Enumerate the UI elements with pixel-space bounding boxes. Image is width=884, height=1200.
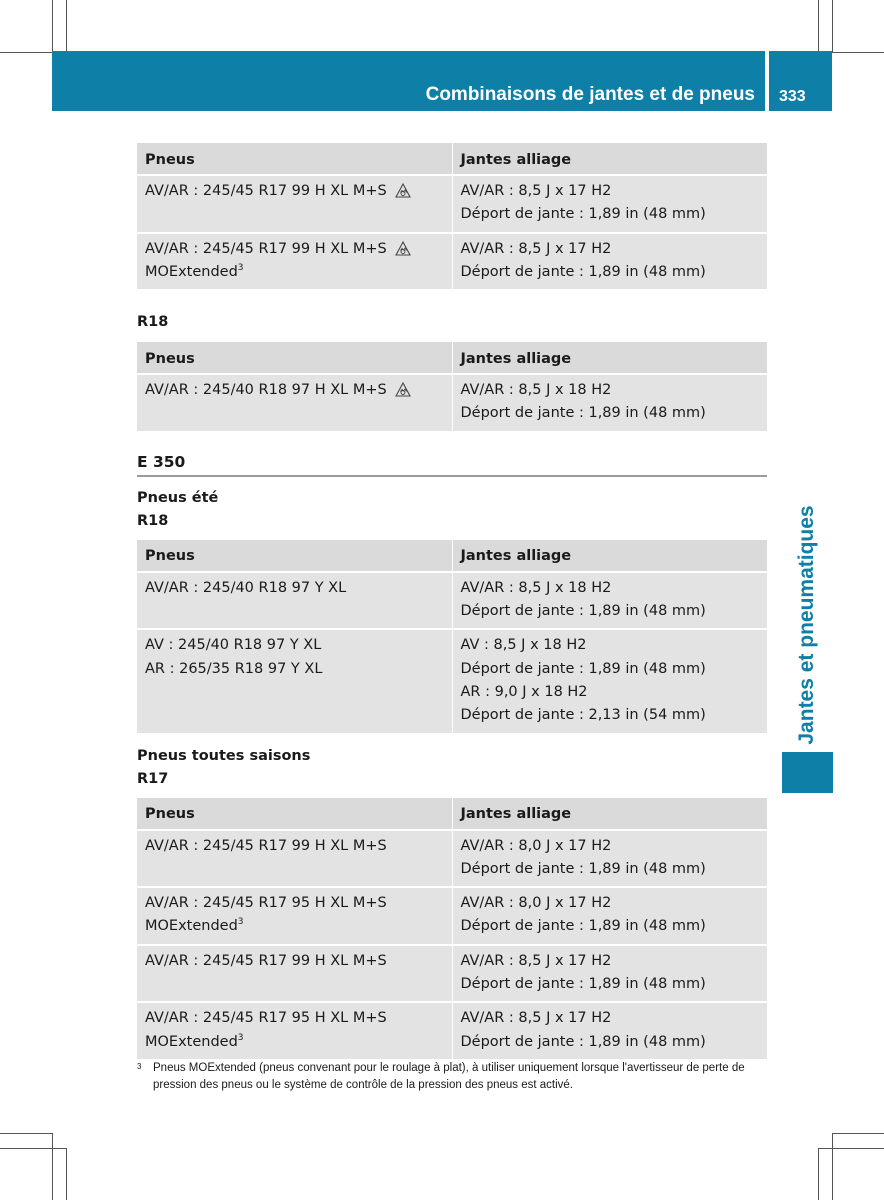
rim-spec: AV/AR : 8,5 J x 17 H2: [460, 952, 612, 969]
rim-spec: AV/AR : 8,5 J x 17 H2: [460, 240, 612, 257]
table-header-row: [137, 540, 767, 572]
tire-note: MOExtended: [145, 918, 238, 935]
crop-mark: [832, 0, 833, 52]
rim-spec: AV/AR : 8,5 J x 18 H2: [460, 579, 612, 596]
footnote-marker: 3: [137, 1062, 142, 1071]
table-row: [137, 233, 767, 291]
table-header-row: [137, 342, 767, 374]
tire-cell: [137, 830, 452, 888]
crop-mark: [0, 1133, 52, 1134]
column-header-tires: Pneus: [137, 540, 452, 572]
column-header-rims: Jantes alliage: [452, 798, 767, 830]
tire-spec: AV/AR : 245/45 R17 95 H XL M+S: [145, 1010, 387, 1027]
rim-spec: AV/AR : 8,5 J x 17 H2: [460, 1010, 612, 1027]
chapter-tab-marker: [782, 752, 833, 793]
rim-offset: Déport de jante : 1,89 in (48 mm): [460, 263, 706, 280]
crop-mark: [66, 0, 67, 52]
rim-cell: [452, 629, 767, 733]
column-header-rims: Jantes alliage: [452, 342, 767, 374]
chapter-label: Jantes et pneumatiques: [795, 505, 818, 745]
rim-spec-front: AV : 8,5 J x 18 H2: [460, 637, 587, 654]
page-number: 333: [779, 88, 806, 105]
crop-mark: [52, 1133, 53, 1200]
crop-mark: [66, 1148, 67, 1200]
rim-offset: Déport de jante : 1,89 in (48 mm): [460, 976, 706, 993]
crop-mark: [832, 52, 884, 53]
size-label: R18: [137, 512, 169, 529]
rim-offset: Déport de jante : 1,89 in (48 mm): [460, 860, 706, 877]
rim-spec: AV/AR : 8,5 J x 18 H2: [460, 382, 612, 399]
tire-note: MOExtended: [145, 1033, 238, 1050]
table-row: [137, 945, 767, 1003]
rim-cell: [452, 1002, 767, 1060]
table-row: [137, 1002, 767, 1060]
tire-spec: AV/AR : 245/45 R17 99 H XL M+S: [145, 183, 387, 199]
tire-spec: AV/AR : 245/40 R18 97 Y XL: [145, 579, 347, 596]
table-header-row: [137, 798, 767, 830]
rim-offset: Déport de jante : 1,89 in (48 mm): [460, 918, 706, 935]
rim-cell: [452, 572, 767, 630]
rim-offset-rear: Déport de jante : 2,13 in (54 mm): [460, 707, 706, 724]
tire-rim-table-e350-summer: [137, 540, 767, 735]
rim-cell: [452, 830, 767, 888]
size-label: R18: [137, 314, 169, 331]
table-header-row: [137, 143, 767, 175]
tire-rim-table-r18: [137, 342, 767, 433]
rim-cell: [452, 887, 767, 945]
column-header-tires: Pneus: [137, 143, 452, 175]
section-heading-e350: E 350: [137, 453, 767, 477]
tire-cell: [137, 945, 452, 1003]
tire-cell: [137, 887, 452, 945]
crop-mark: [52, 0, 53, 52]
mountain-snowflake-icon: [395, 381, 411, 397]
rim-cell: [452, 233, 767, 291]
table-row: [137, 887, 767, 945]
rim-spec: AV/AR : 8,0 J x 17 H2: [460, 895, 612, 912]
footnote-ref[interactable]: 3: [237, 1032, 244, 1043]
rim-offset: Déport de jante : 1,89 in (48 mm): [460, 405, 706, 422]
crop-mark: [818, 1148, 819, 1200]
tire-spec: AV/AR : 245/45 R17 99 H XL M+S: [145, 240, 387, 257]
rim-offset: Déport de jante : 1,89 in (48 mm): [460, 206, 706, 223]
main-content: [137, 143, 767, 1061]
footnote-ref[interactable]: 3: [237, 262, 244, 273]
rim-offset: Déport de jante : 1,89 in (48 mm): [460, 1033, 706, 1050]
footnote-ref[interactable]: 3: [237, 917, 244, 928]
column-header-rims: Jantes alliage: [452, 540, 767, 572]
column-header-tires: Pneus: [137, 798, 452, 830]
tire-cell: [137, 374, 452, 432]
column-header-rims: Jantes alliage: [452, 143, 767, 175]
crop-mark: [0, 52, 52, 53]
rim-cell: [452, 945, 767, 1003]
crop-mark: [832, 1133, 833, 1200]
column-header-tires: Pneus: [137, 342, 452, 374]
rim-offset: Déport de jante : 1,89 in (48 mm): [460, 603, 706, 620]
tire-season-label: Pneus été: [137, 489, 219, 506]
rim-offset-front: Déport de jante : 1,89 in (48 mm): [460, 660, 706, 677]
tire-spec: AV/AR : 245/45 R17 99 H XL M+S: [145, 952, 387, 969]
crop-mark: [0, 1148, 66, 1149]
tire-cell: [137, 572, 452, 630]
tire-spec: AV/AR : 245/45 R17 95 H XL M+S: [145, 895, 387, 912]
tire-season-label: Pneus toutes saisons: [137, 747, 311, 764]
tire-cell: [137, 175, 452, 233]
mountain-snowflake-icon: [395, 240, 411, 256]
tire-spec: AV/AR : 245/40 R18 97 H XL M+S: [145, 382, 387, 399]
crop-mark: [818, 0, 819, 52]
tire-rim-table-r17: [137, 143, 767, 291]
crop-mark: [832, 1133, 884, 1134]
table-row: [137, 374, 767, 432]
table-row: [137, 830, 767, 888]
tire-spec-rear: AR : 265/35 R18 97 Y XL: [145, 660, 323, 677]
tire-cell: [137, 629, 452, 733]
mountain-snowflake-icon: [395, 182, 411, 198]
rim-cell: [452, 374, 767, 432]
table-row: [137, 175, 767, 233]
footnote-text: Pneus MOExtended (pneus convenant pour le roulage à plat), à utiliser uniquement lorsque l'avertisseur de perte de pression des pneus ou le système de contrôle de la pression des pneus est activé.: [153, 1062, 745, 1091]
page-title: Combinaisons de jantes et de pneus: [425, 84, 755, 105]
tire-cell: [137, 1002, 452, 1060]
table-row: [137, 629, 767, 733]
rim-spec-rear: AR : 9,0 J x 18 H2: [460, 683, 588, 700]
rim-cell: [452, 175, 767, 233]
table-row: [137, 572, 767, 630]
rim-spec: AV/AR : 8,0 J x 17 H2: [460, 837, 612, 854]
tire-rim-table-e350-allseason: [137, 798, 767, 1061]
size-label: R17: [137, 770, 169, 787]
crop-mark: [818, 1148, 884, 1149]
page-number-box: [769, 51, 832, 111]
tire-spec: AV/AR : 245/45 R17 99 H XL M+S: [145, 837, 387, 854]
page-header: [52, 51, 765, 111]
tire-note: MOExtended: [145, 263, 238, 280]
tire-spec-front: AV : 245/40 R18 97 Y XL: [145, 637, 322, 654]
footnote: [137, 1060, 769, 1094]
rim-spec: AV/AR : 8,5 J x 17 H2: [460, 183, 612, 199]
tire-cell: [137, 233, 452, 291]
